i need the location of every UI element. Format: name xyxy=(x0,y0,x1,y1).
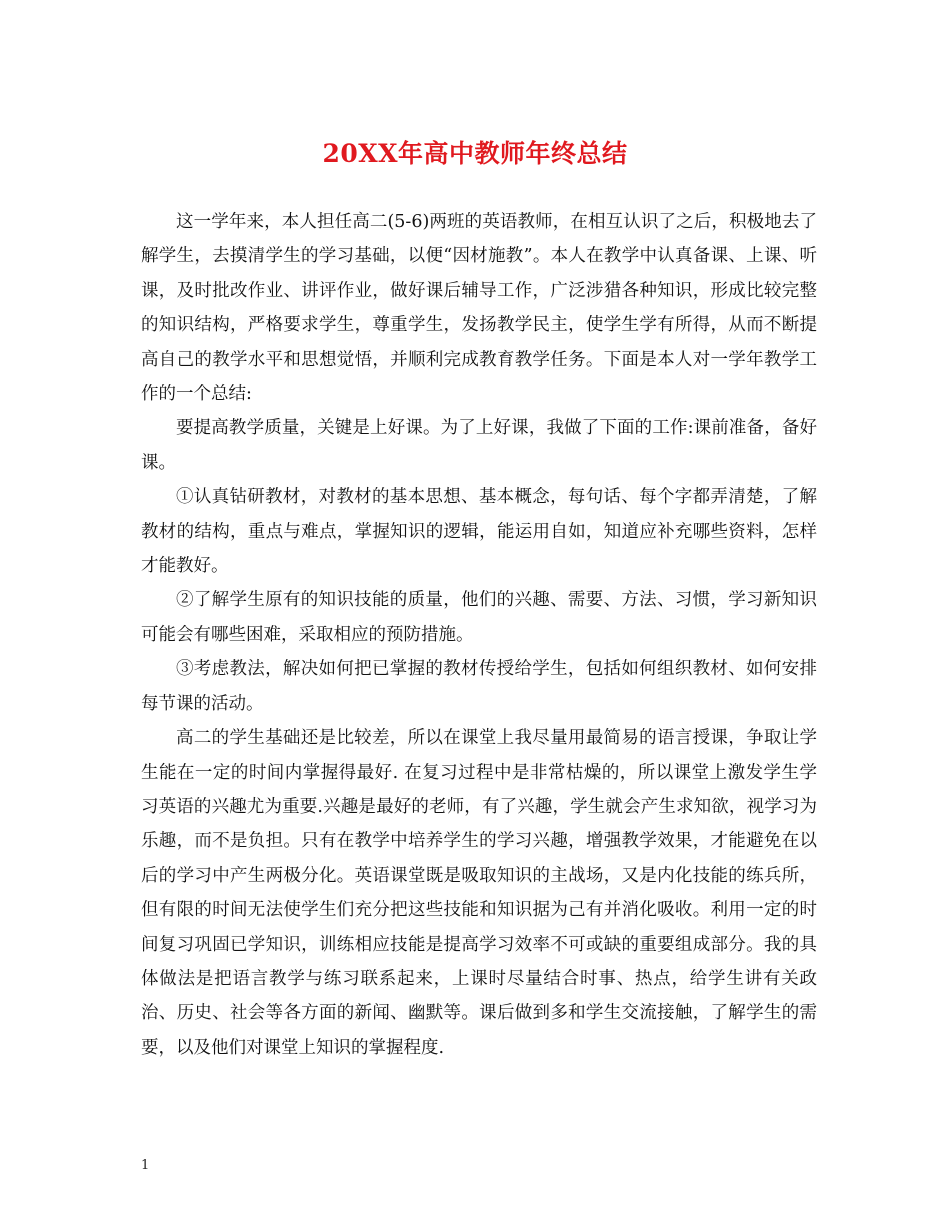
page-number: 1 xyxy=(141,1158,150,1173)
paragraph-item-3: ③考虑教法，解决如何把已掌握的教材传授给学生，包括如何组织教材、如何安排每节课的活动。 xyxy=(141,659,817,714)
paragraph-item-2: ②了解学生原有的知识技能的质量，他们的兴趣、需要、方法、习惯，学习新知识可能会有哪些困难，采取相应的预防措施。 xyxy=(141,590,817,645)
document-body xyxy=(141,205,817,1065)
paragraph-classroom: 高二的学生基础还是比较差，所以在课堂上我尽量用最简易的语言授课，争取让学生能在一定的时间内掌握得最好. 在复习过程中是非常枯燥的，所以课堂上激发学生学习英语的兴趣尤为重要.兴趣是最好的老师，有了兴趣，学生就会产生求知欲，视学习为乐趣，而不是负担。只有在教学中培养学生的学习兴趣，增强教学效果，才能避免在以后的学习中产生两极分化。英语课堂既是吸取知识的主战场，又是内化技能的练兵所，但有限的时间无法使学生们充分把这些技能和知识据为己有并消化吸收。利用一定的时间复习巩固已学知识，训练相应技能是提高学习效率不可或缺的重要组成部分。我的具体做法是把语言教学与练习联系起来，上课时尽量结合时事、热点，给学生讲有关政治、历史、社会等各方面的新闻、幽默等。课后做到多和学生交流接触，了解学生的需要，以及他们对课堂上知识的掌握程度. xyxy=(141,728,817,1058)
paragraph-lesson-quality: 要提高教学质量，关键是上好课。为了上好课，我做了下面的工作:课前准备，备好课。 xyxy=(141,418,817,473)
document-title: 20XX年高中教师年终总结 xyxy=(322,139,628,168)
paragraph-item-1: ①认真钻研教材，对教材的基本思想、基本概念，每句话、每个字都弄清楚，了解教材的结构，重点与难点，掌握知识的逻辑，能运用自如，知道应补充哪些资料，怎样才能教好。 xyxy=(141,487,817,577)
paragraph-intro: 这一学年来，本人担任高二(5-6)两班的英语教师，在相互认识了之后，积极地去了解学生，去摸清学生的学习基础，以便“因材施教”。本人在教学中认真备课、上课、听课，及时批改作业、讲评作业，做好课后辅导工作，广泛涉猎各种知识，形成比较完整的知识结构，严格要求学生，尊重学生，发扬教学民主，使学生学有所得，从而不断提高自己的教学水平和思想觉悟，并顺利完成教育教学任务。下面是本人对一学年教学工作的一个总结: xyxy=(141,212,817,405)
